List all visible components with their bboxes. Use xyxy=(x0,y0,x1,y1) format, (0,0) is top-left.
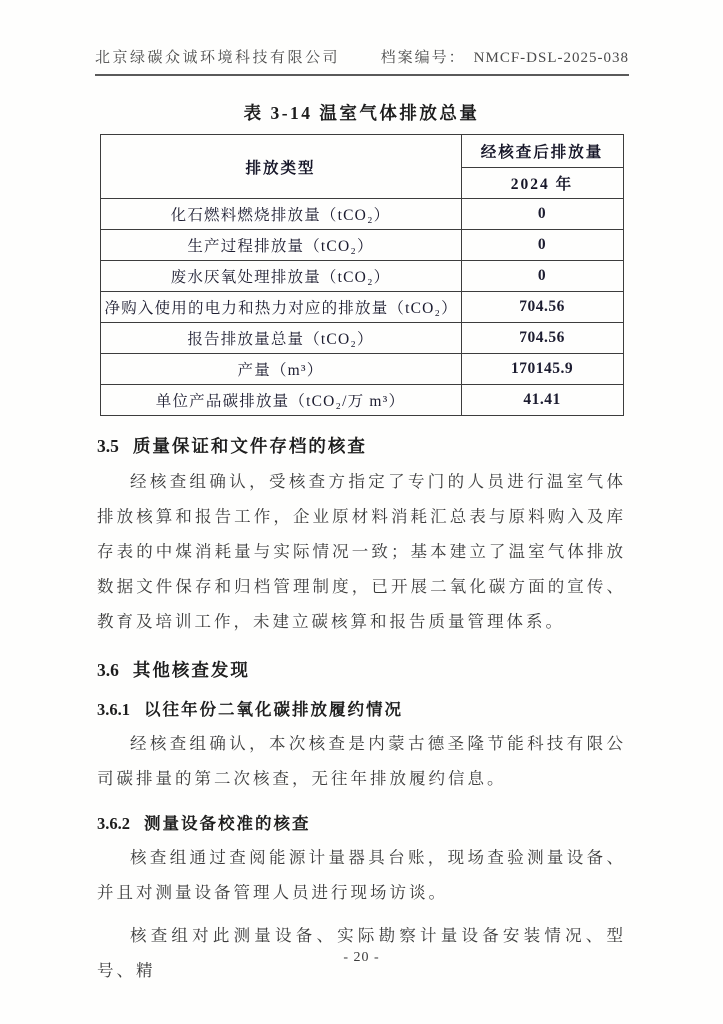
file-number-value: NMCF-DSL-2025-038 xyxy=(473,50,629,66)
table-row xyxy=(100,261,623,292)
section-3-6-1-paragraph: 经核查组确认，本次核查是内蒙古德圣隆节能科技有限公司碳排量的第二次核查，无往年排放履约信息。 xyxy=(97,734,626,788)
section-number: 3.6 xyxy=(97,660,119,680)
row-label: 化石燃料燃烧排放量（tCO₂） xyxy=(100,199,461,230)
file-number xyxy=(381,46,629,67)
table-row xyxy=(100,230,623,261)
section-title: 测量设备校准的核查 xyxy=(144,814,311,833)
section-3-5-heading xyxy=(97,433,626,458)
row-label: 报告排放量总量（tCO₂） xyxy=(100,323,461,354)
section-3-6-heading xyxy=(97,657,626,682)
document-body xyxy=(97,433,626,988)
section-number: 3.5 xyxy=(97,436,119,456)
section-number: 3.6.1 xyxy=(97,700,130,719)
row-value: 0 xyxy=(461,230,623,261)
section-title: 其他核查发现 xyxy=(132,660,250,680)
page-number: - 20 - xyxy=(343,950,380,965)
section-3-6-1-heading xyxy=(97,696,626,720)
table-row xyxy=(100,199,623,230)
file-number-label: 档案编号： xyxy=(380,50,466,66)
table-caption: 表 3-14 温室气体排放总量 xyxy=(243,103,480,123)
row-value: 704.56 xyxy=(461,292,623,323)
section-3-5-paragraph: 经核查组确认，受核查方指定了专门的人员进行温室气体排放核算和报告工作，企业原材料消耗汇总表与原料购入及库存表的中煤消耗量与实际情况一致；基本建立了温室气体排放数据文件保存和归档管理制度，已开展二氧化碳方面的宣传、教育及培训工作，未建立碳核算和报告质量管理体系。 xyxy=(97,472,626,631)
row-value: 41.41 xyxy=(461,385,623,416)
section-3-6-2-paragraph-2: 核查组对此测量设备、实际勘察计量设备安装情况、型号、精 xyxy=(97,926,626,980)
section-title: 以往年份二氧化碳排放履约情况 xyxy=(144,700,403,719)
section-title: 质量保证和文件存档的核查 xyxy=(132,436,367,456)
row-label: 净购入使用的电力和热力对应的排放量（tCO₂） xyxy=(100,292,461,323)
row-value: 170145.9 xyxy=(461,354,623,385)
row-value: 704.56 xyxy=(461,323,623,354)
page-header xyxy=(95,46,629,76)
section-number: 3.6.2 xyxy=(97,814,130,833)
section-3-6-2-heading xyxy=(97,810,626,834)
company-name: 北京绿碳众诚环境科技有限公司 xyxy=(95,50,341,66)
row-value: 0 xyxy=(461,261,623,292)
table-row xyxy=(100,292,623,323)
row-label: 单位产品碳排放量（tCO₂/万 m³） xyxy=(100,385,461,416)
section-3-6-2-paragraph-1: 核查组通过查阅能源计量器具台账，现场查验测量设备、并且对测量设备管理人员进行现场访谈。 xyxy=(97,848,626,902)
year-header: 2024 年 xyxy=(461,168,623,199)
table-header-row xyxy=(100,135,623,168)
verified-emissions-header: 经核查后排放量 xyxy=(461,135,623,168)
table-row xyxy=(100,385,623,416)
row-value: 0 xyxy=(461,199,623,230)
row-label: 废水厌氧处理排放量（tCO₂） xyxy=(100,261,461,292)
ghg-emissions-table xyxy=(100,134,624,416)
table-row xyxy=(100,323,623,354)
emission-type-header: 排放类型 xyxy=(100,135,461,199)
table-row xyxy=(100,354,623,385)
row-label: 生产过程排放量（tCO₂） xyxy=(100,230,461,261)
row-label: 产量（m³） xyxy=(100,354,461,385)
